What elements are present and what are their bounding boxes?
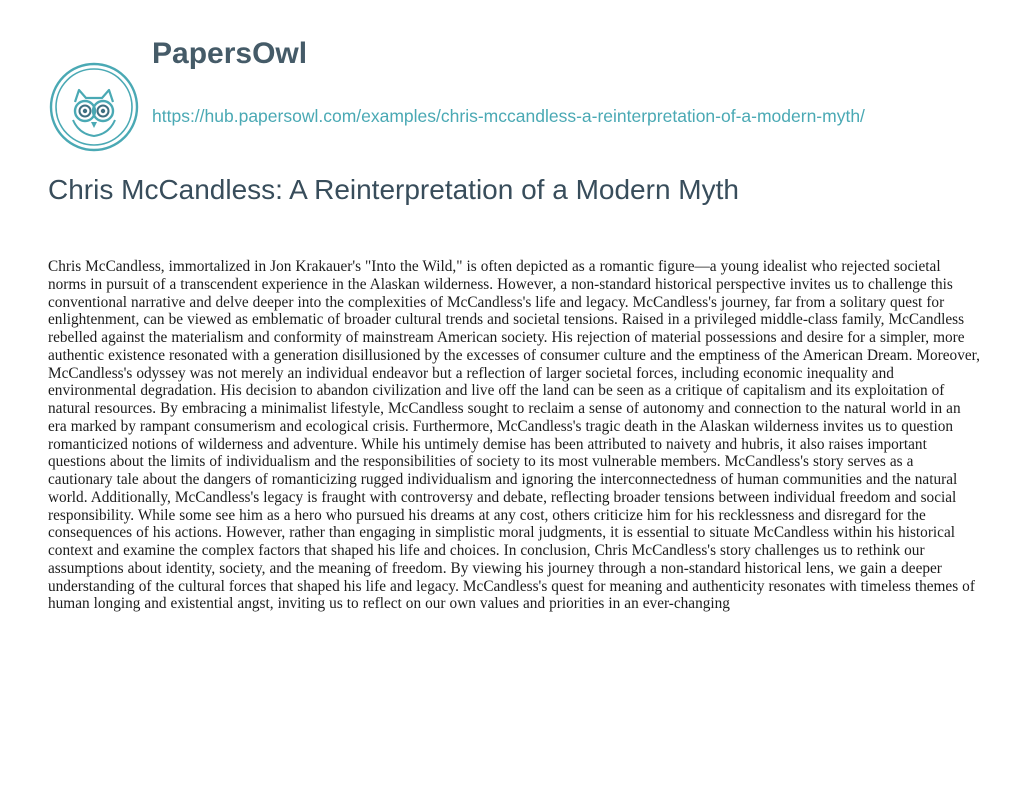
brand-name: PapersOwl xyxy=(152,37,308,70)
source-url-link[interactable]: https://hub.papersowl.com/examples/chris-mccandless-a-reinterpretation-of-a-modern-myth/ xyxy=(152,106,865,126)
owl-logo-icon xyxy=(49,62,139,152)
document-title: Chris McCandless: A Reinterpretation of a Modern Myth xyxy=(48,174,739,205)
article-body: Chris McCandless, immortalized in Jon Krakauer's "Into the Wild," is often depicted as a romantic figure—a young idealist who rejected societal norms in pursuit of a transcendent experience in the Alaskan wilderness. However, a non-standard historical perspective invites us to challenge this conventional narrative and delve deeper into the complexities of McCandless's life and legacy. McCandless's journey, far from a solitary quest for enlightenment, can be viewed as emblematic of broader cultural trends and societal tensions. Raised in a privileged middle-class family, McCandless rebelled against the materialism and conformity of mainstream American society. His rejection of material possessions and desire for a simpler, more authentic existence resonated with a generation disillusioned by the excesses of consumer culture and the emptiness of the American Dream. Moreover, McCandless's odyssey was not merely an individual endeavor but a reflection of larger societal forces, including economic inequality and environmental degradation. His decision to abandon civilization and live off the land can be seen as a critique of capitalism and its exploitation of natural resources. By embracing a minimalist lifestyle, McCandless sought to reclaim a sense of autonomy and connection to the natural world in an era marked by rampant consumerism and ecological crisis. Furthermore, McCandless's tragic death in the Alaskan wilderness invites us to question romanticized notions of wilderness and adventure. While his untimely demise has been attributed to naivety and hubris, it also raises important questions about the limits of individualism and the responsibilities of society to its most vulnerable members. McCandless's story serves as a cautionary tale about the dangers of romanticizing rugged individualism and ignoring the interconnectedness of human communities and the natural world. Additionally, McCandless's legacy is fraught with controversy and debate, reflecting broader tensions between individual freedom and social responsibility. While some see him as a hero who pursued his dreams at any cost, others criticize him for his recklessness and disregard for the consequences of his actions. However, rather than engaging in simplistic moral judgments, it is essential to situate McCandless within his historical context and examine the complex factors that shaped his life and choices. In conclusion, Chris McCandless's story challenges us to rethink our assumptions about identity, society, and the meaning of freedom. By viewing his journey through a non-standard historical lens, we gain a deeper understanding of the cultural forces that shaped his life and legacy. McCandless's quest for meaning and authenticity resonates with timeless themes of human longing and existential angst, inviting us to reflect on our own values and priorities in an ever-changing xyxy=(48,258,980,613)
